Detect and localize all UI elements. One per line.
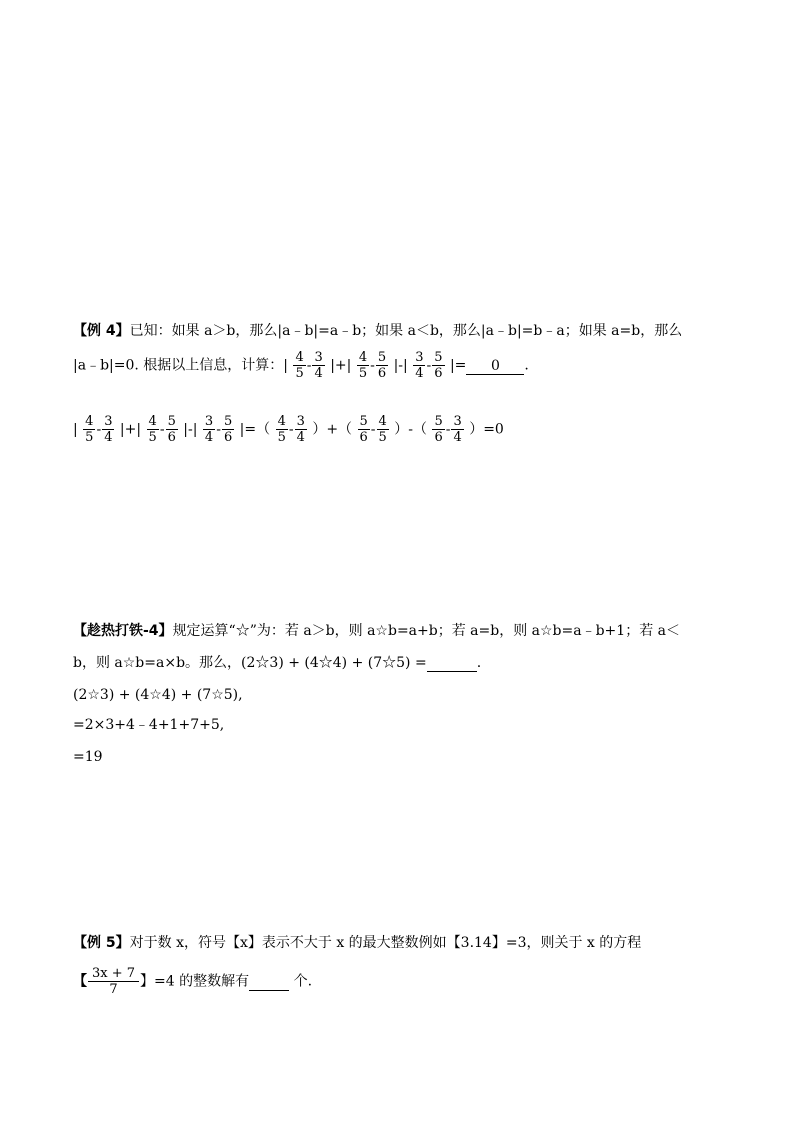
fraction: $\frac{3x + 7}{7}$ [88,966,139,997]
abs-bar: | [283,357,288,374]
example-4-line-2: |a﹣b|=0. 根据以上信息，计算：| $\frac{4}{5}$ - $\frac{3}{4}$ |+| $\frac{4}{5}$ - $\frac{5}{6}$ |-| $\frac{3}{4}$ - $\frac{5}{6}$ |= 0 . [73,350,529,381]
practice-4-solution-3: =19 [73,749,103,765]
example-4-solution: | $\frac{4}{5}$ - $\frac{3}{4}$ |+| $\frac{4}{5}$ - $\frac{5}{6}$ |-| $\frac{3}{4}$ - $\frac{5}{6}$ |=（ $\frac{4}{5}$ - $\frac{3}{4}$ ）+（ $\frac{5}{6}$ - $\frac{4}{5}$ ）-（ $\frac{5}{6}$ - $\frac{3}{4}$ ）=0 [73,414,504,445]
fraction: $\frac{5}{6}$ [377,350,387,381]
minus-abs: |-| [393,357,408,374]
fraction: $\frac{5}{6}$ [223,414,233,445]
fraction: $\frac{4}{5}$ [148,414,157,445]
practice-4-text-1: 规定运算“☆”为：若 a＞b，则 a☆b=a+b；若 a=b，则 a☆b=a﹣b+1；若 a＜ [172,623,680,639]
practice-4-line-2: b，则 a☆b=a×b。那么，(2☆3) + (4☆4) + (7☆5) = . [73,655,482,671]
plus-abs: |+| [330,357,352,374]
fraction: $\frac{4}{5}$ [277,414,286,445]
fraction: $\frac{5}{6}$ [434,414,443,445]
fraction: $\frac{4}{5}$ [85,414,94,445]
fraction: $\frac{5}{6}$ [359,414,368,445]
fraction: $\frac{4}{5}$ [358,350,368,381]
fraction: $\frac{4}{5}$ [295,350,304,381]
fraction: $\frac{5}{6}$ [167,414,176,445]
practice-4-solution-1: (2☆3) + (4☆4) + (7☆5), [73,687,243,703]
fraction: $\frac{3}{4}$ [314,350,323,381]
example-4-label: 【例 4】 [73,323,130,339]
answer-blank [249,974,289,991]
practice-4-label: 【趁热打铁-4】 [73,623,173,639]
example-4-line-1 [73,320,682,342]
fraction: $\frac{5}{6}$ [434,350,443,381]
fraction: $\frac{3}{4}$ [415,350,424,381]
fraction: $\frac{3}{4}$ [296,414,305,445]
example-4-text-2: |a﹣b|=0. 根据以上信息，计算： [73,357,284,374]
fraction: $\frac{3}{4}$ [204,414,214,445]
practice-4-text-2: b，则 a☆b=a×b。那么，(2☆3) + (4☆4) + (7☆5) = [73,655,427,671]
practice-4-line-1 [73,620,680,642]
example-5-text-2: 】=4 的整数解有 [140,973,250,990]
example-4-text-1: 已知：如果 a＞b，那么|a﹣b|=a﹣b；如果 a＜b，那么|a﹣b|=b﹣a；如果 a=b，那么 [129,323,683,339]
example-5-line-1 [73,932,641,954]
fraction: $\frac{3}{4}$ [104,414,113,445]
practice-4-solution-2: =2×3+4﹣4+1+7+5, [73,717,225,733]
example-5-label: 【例 5】 [73,935,130,951]
answer-blank [427,655,477,672]
fraction: $\frac{3}{4}$ [453,414,462,445]
fraction: $\frac{4}{5}$ [378,414,387,445]
example-5-line-2: 【 $\frac{3x + 7}{7}$ 】=4 的整数解有 个. [73,966,313,997]
answer-blank: 0 [466,358,524,375]
example-5-text-1: 对于数 x，符号【x】表示不大于 x 的最大整数例如【3.14】=3，则关于 x 的方程 [129,935,642,951]
